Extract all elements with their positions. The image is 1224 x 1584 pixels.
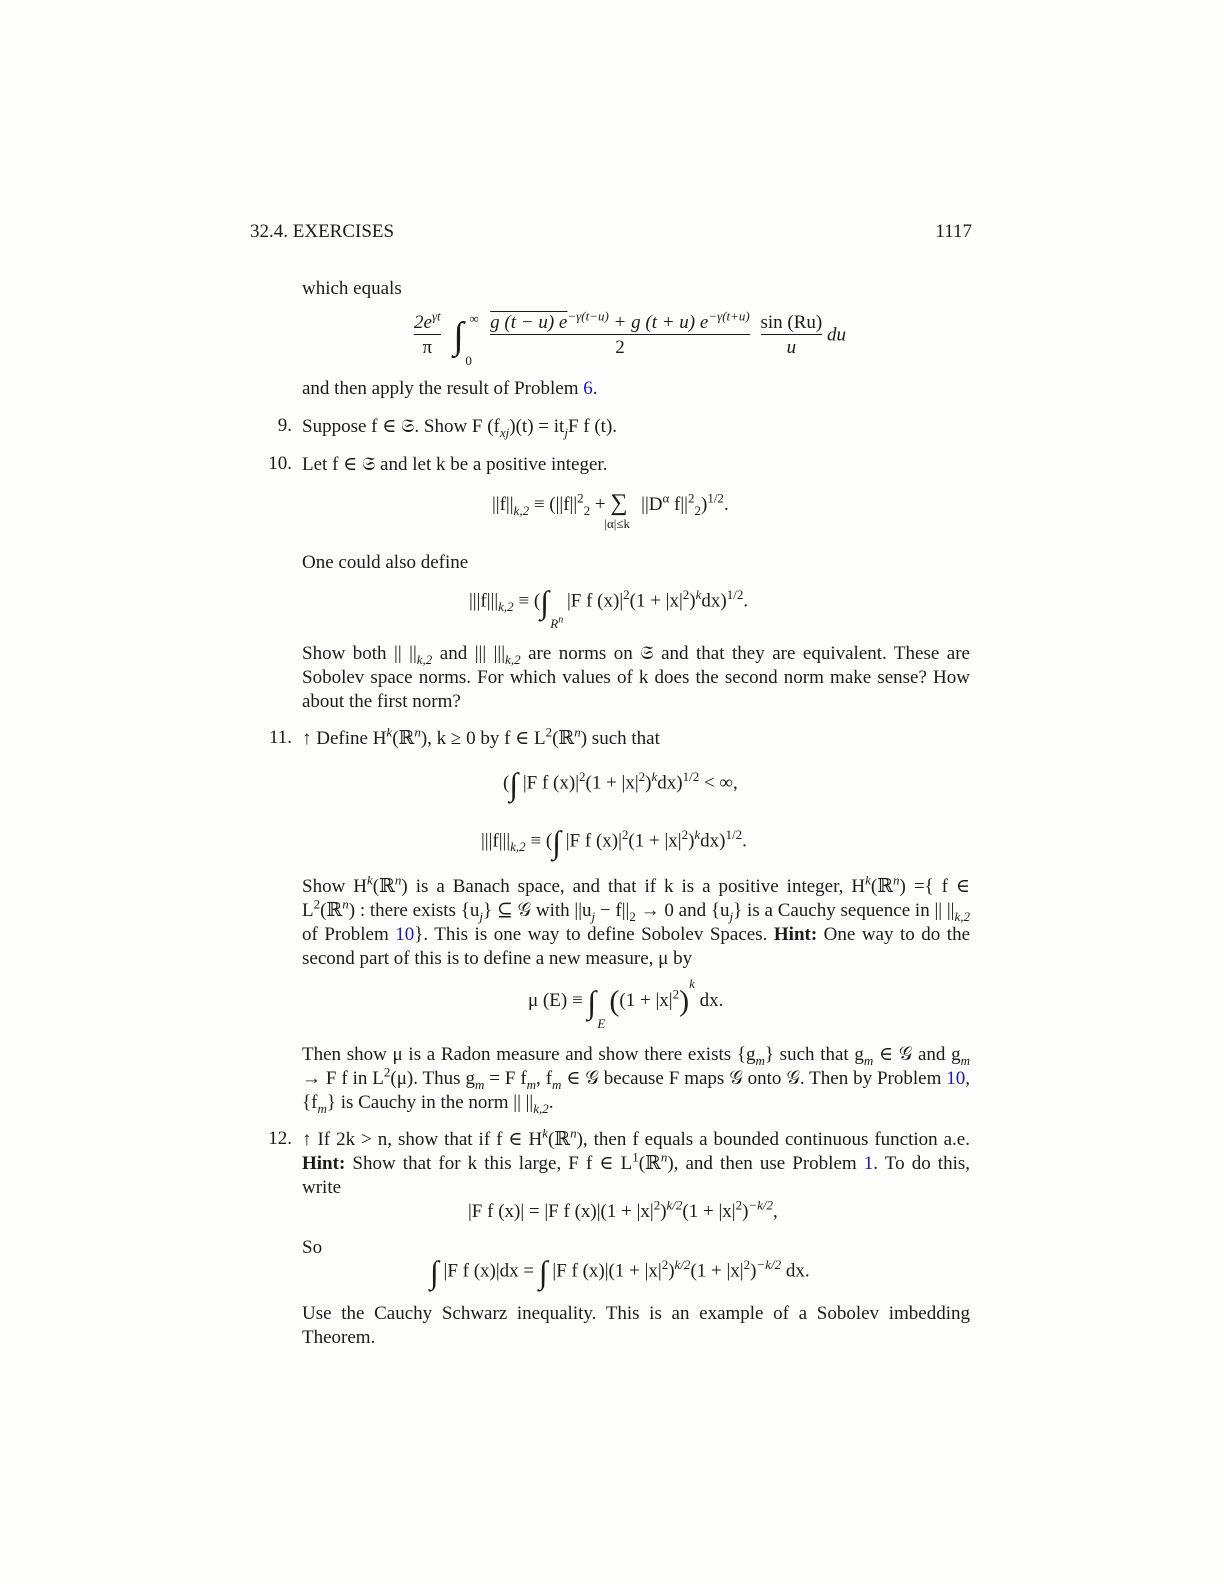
fraction-sin: $\frac{\sin (Ru)}{u}$ <box>760 312 823 358</box>
problem-9-text: Suppose f ∈ 𝔖. Show F $(f_{xj})(t) = it_jF$ f (t). <box>302 416 618 440</box>
problem-11-radon-paragraph: Then show μ is a Radon measure and show there exists $\{g_m\}$ such that $g_m$ ∈ 𝒢 and $g_m \to F$ f in $L^2(\mu)$. Thus $g_m = F$ $f_m$, $f_m$ ∈ 𝒢 because F maps 𝒢 onto 𝒢. Then by Problem 10, $\{f_m\}$ is Cauchy in the norm || $||_{k,2}$. <box>302 1044 971 1116</box>
equation-hk-condition: (∫ |F f $(x)|^2(1 + |x|^2)^kdx)^{1/2}$ < ∞, <box>503 766 738 802</box>
link-problem-10-a[interactable]: 10 <box>395 924 415 945</box>
fraction-main: $\frac{g (t - u) e^{-\gamma(t-u)} + g (t + u) e^{-\gamma(t+u)}}{2}$ <box>490 308 750 358</box>
problem-12-so: So <box>302 1237 323 1258</box>
problem-number-9: 9. <box>277 415 292 436</box>
intro-which-equals: which equals <box>302 278 402 299</box>
page-number: 1117 <box>935 221 972 242</box>
running-header-section: 32.4. EXERCISES <box>250 221 395 242</box>
fraction-coefficient: $\frac{2e^{\gamma t}}{\pi}$ <box>414 308 441 358</box>
problem-10-one-could: One could also define <box>302 552 469 573</box>
sum-sign: ∑ |α|≤k <box>604 490 631 531</box>
link-problem-1[interactable]: 1 <box>863 1153 874 1174</box>
problem-11-text: ↑ Define $H^k(ℝ^n)$, k ≥ 0 by f ∈ $L^2(ℝ^n)$ such that <box>302 724 660 749</box>
link-problem-10-b[interactable]: 10 <box>946 1068 966 1089</box>
problem-12-closing: Use the Cauchy Schwarz inequality. This is an example of a Sobolev imbedding Theorem. <box>302 1303 970 1348</box>
problem-number-12: 12. <box>268 1128 292 1149</box>
equation-integral-split: ∫ |F f (x)|dx = ∫ |F f $(x)|(1 + |x|^2)^{k/2}(1 + |x|^2)^{-k/2}$ dx. <box>430 1254 810 1290</box>
equation-sobolev-norm-2: $|||f|||_{k,2}$ ≡ (∫ $R^n$ |F f $(x)|^2(1 + |x|^2)^kdx)^{1/2}$. <box>469 584 749 631</box>
integral-sign: ∫ ∞ 0 <box>453 310 479 368</box>
equation-integral-top: $\frac{2e^{\gamma t}}{\pi}$ ∫ ∞ 0 $\frac{g (t - u) e^{-\gamma(t-u)} + g (t + u) e^{-\gamma(t+u)}}{2}$ $\frac{\sin (Ru)}{u}$ du <box>414 308 846 368</box>
problem-11-banach-paragraph: Show $H^k(ℝ^n)$ is a Banach space, and that if k is a positive integer, $H^k(ℝ^n)$ ={ f ∈ $L^2(ℝ^n)$ : there exists $\{u_j\}$ ⊆ 𝒢 with $||u_j - f||_2 \to 0$ and $\{u_j\}$ is a Cauchy sequence in || $||_{k,2}$ of Problem 10}. This is one way to define Sobolev Spaces. Hint: One way to do the second part of this is to define a new measure, μ by <box>302 872 970 969</box>
equation-mu-measure: μ (E) ≡ ∫ E ($(1 + |x|^2)^k$ dx. <box>528 976 724 1031</box>
problem-12-paragraph: ↑ If 2k > n, show that if f ∈ $H^k(ℝ^n)$, then f equals a bounded continuous function a.e. Hint: Show that for k this large, F f ∈ $L^1(ℝ^n)$, and then use Problem 1. To do this, write <box>302 1125 971 1198</box>
equation-sobolev-norm-1: $||f||_{k,2} \equiv (||f||^2_2$ + ∑ |α|≤k $||D^\alpha$ $f||^2_2)^{1/2}$. <box>492 490 729 531</box>
intro-apply-line: and then apply the result of Problem 6. <box>302 378 598 399</box>
link-problem-6[interactable]: 6 <box>583 378 593 399</box>
problem-10-text: Let f ∈ 𝔖 and let k be a positive integer. <box>302 454 608 475</box>
problem-10-show-paragraph: Show both || $||_{k,2}$ and ||| $|||_{k,2}$ are norms on 𝔖 and that they are equivalent. These are Sobolev space norms. For which values of k does the second norm make sense? How about the first norm? <box>302 643 970 712</box>
equation-fourier-split: |F f (x)| = |F f $(x)|(1 + |x|^2)^{k/2}(1 + |x|^2)^{-k/2}$, <box>468 1197 778 1222</box>
problem-number-10: 10. <box>268 453 292 474</box>
problem-number-11: 11. <box>268 727 292 748</box>
equation-hk-norm: $|||f|||_{k,2}$ ≡ (∫ |F f $(x)|^2(1 + |x|^2)^kdx)^{1/2}$. <box>481 824 747 860</box>
